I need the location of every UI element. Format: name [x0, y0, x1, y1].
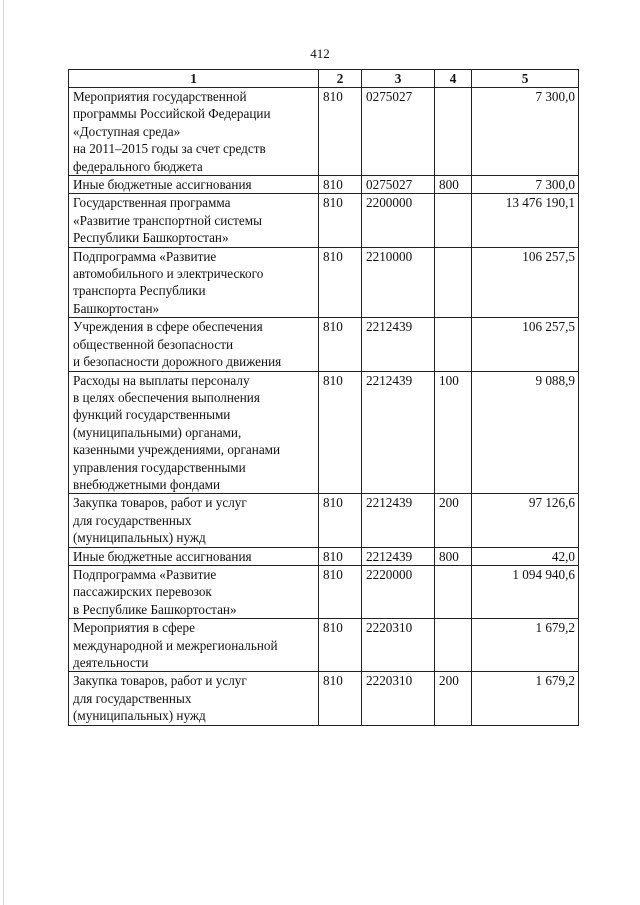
expense-type-cell: 200 [435, 494, 472, 547]
amount-cell: 106 257,5 [472, 247, 579, 318]
table-row [69, 247, 579, 318]
column-header: 4 [435, 70, 472, 88]
table-row [69, 619, 579, 672]
target-article-cell: 2220000 [362, 565, 435, 618]
expense-type-cell [435, 194, 472, 247]
item-name-cell: Подпрограмма «Развитие автомобильного и электрического транспорта Республики Башкортостан» [69, 247, 319, 318]
table-row [69, 318, 579, 371]
target-article-cell: 2220310 [362, 672, 435, 725]
amount-cell: 97 126,6 [472, 494, 579, 547]
amount-cell: 42,0 [472, 547, 579, 565]
target-article-cell: 2200000 [362, 194, 435, 247]
expense-type-cell [435, 88, 472, 176]
amount-cell: 13 476 190,1 [472, 194, 579, 247]
expense-type-cell: 100 [435, 371, 472, 494]
amount-cell: 1 094 940,6 [472, 565, 579, 618]
ministry-code-cell: 810 [319, 176, 362, 194]
item-name-cell: Иные бюджетные ассигнования [69, 547, 319, 565]
expense-type-cell: 200 [435, 672, 472, 725]
target-article-cell: 2220310 [362, 619, 435, 672]
target-article-cell: 2212439 [362, 371, 435, 494]
item-name-cell: Подпрограмма «Развитие пассажирских перевозок в Республике Башкортостан» [69, 565, 319, 618]
amount-cell: 106 257,5 [472, 318, 579, 371]
target-article-cell: 2212439 [362, 547, 435, 565]
ministry-code-cell: 810 [319, 619, 362, 672]
item-name-cell: Мероприятия государственной программы Российской Федерации «Доступная среда» на 2011–2015 годы за счет средств федерального бюджета [69, 88, 319, 176]
ministry-code-cell: 810 [319, 672, 362, 725]
expense-type-cell [435, 318, 472, 371]
ministry-code-cell: 810 [319, 371, 362, 494]
table-row [69, 547, 579, 565]
column-header: 1 [69, 70, 319, 88]
ministry-code-cell: 810 [319, 547, 362, 565]
column-header: 2 [319, 70, 362, 88]
table-row [69, 194, 579, 247]
budget-table [68, 69, 579, 726]
table-body [69, 88, 579, 726]
item-name-cell: Закупка товаров, работ и услуг для государственных (муниципальных) нужд [69, 494, 319, 547]
amount-cell: 1 679,2 [472, 619, 579, 672]
table-row [69, 88, 579, 176]
amount-cell: 1 679,2 [472, 672, 579, 725]
table-row [69, 565, 579, 618]
item-name-cell: Государственная программа «Развитие транспортной системы Республики Башкортостан» [69, 194, 319, 247]
table-header-row [69, 70, 579, 88]
target-article-cell: 0275027 [362, 88, 435, 176]
expense-type-cell [435, 565, 472, 618]
item-name-cell: Учреждения в сфере обеспечения общественной безопасности и безопасности дорожного движения [69, 318, 319, 371]
page-edge-line [3, 0, 4, 905]
table-row [69, 371, 579, 494]
amount-cell: 7 300,0 [472, 88, 579, 176]
item-name-cell: Закупка товаров, работ и услуг для государственных (муниципальных) нужд [69, 672, 319, 725]
amount-cell: 7 300,0 [472, 176, 579, 194]
table-row [69, 494, 579, 547]
expense-type-cell: 800 [435, 547, 472, 565]
table-row [69, 672, 579, 725]
target-article-cell: 2210000 [362, 247, 435, 318]
table-row [69, 176, 579, 194]
ministry-code-cell: 810 [319, 194, 362, 247]
expense-type-cell: 800 [435, 176, 472, 194]
item-name-cell: Иные бюджетные ассигнования [69, 176, 319, 194]
item-name-cell: Мероприятия в сфере международной и межрегиональной деятельности [69, 619, 319, 672]
amount-cell: 9 088,9 [472, 371, 579, 494]
page-number: 412 [310, 46, 330, 61]
column-header: 5 [472, 70, 579, 88]
column-header: 3 [362, 70, 435, 88]
target-article-cell: 2212439 [362, 318, 435, 371]
expense-type-cell [435, 247, 472, 318]
ministry-code-cell: 810 [319, 318, 362, 371]
ministry-code-cell: 810 [319, 494, 362, 547]
target-article-cell: 2212439 [362, 494, 435, 547]
target-article-cell: 0275027 [362, 176, 435, 194]
ministry-code-cell: 810 [319, 88, 362, 176]
item-name-cell: Расходы на выплаты персоналу в целях обеспечения выполнения функций государственными (муниципальными) органами, казенными учреждениями, органами управления государственными внебюджетными фондами [69, 371, 319, 494]
ministry-code-cell: 810 [319, 565, 362, 618]
expense-type-cell [435, 619, 472, 672]
ministry-code-cell: 810 [319, 247, 362, 318]
